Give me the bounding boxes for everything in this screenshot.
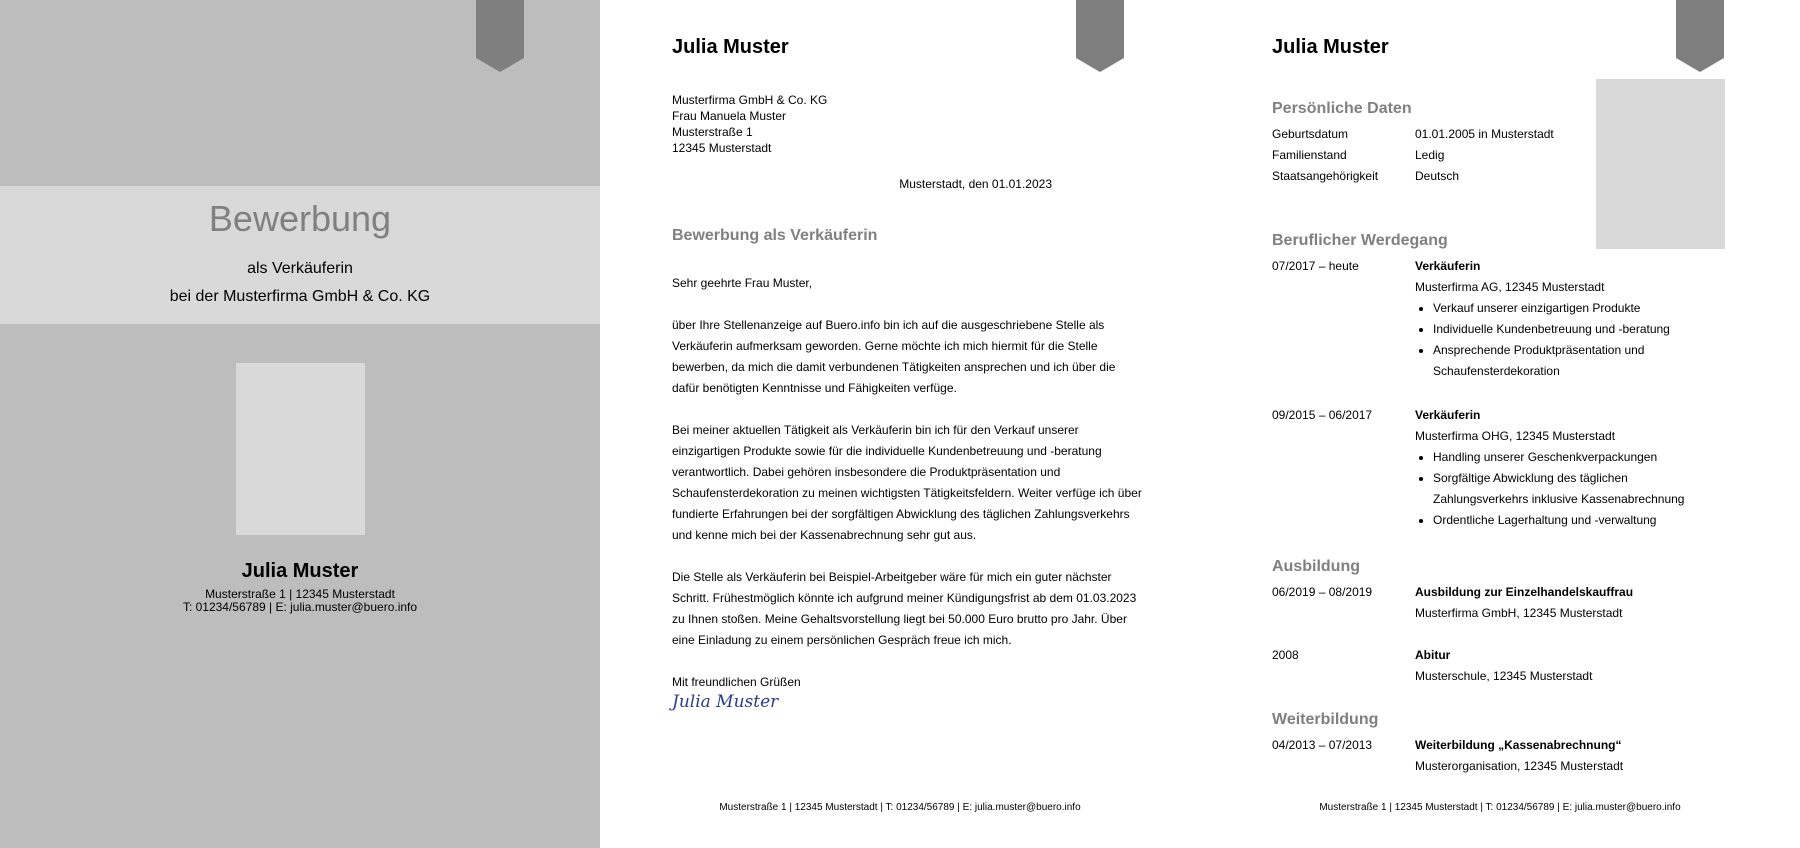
cover-letter-page: [600, 0, 1200, 848]
cover-title: Bewerbung: [208, 198, 392, 239]
entry-org: Musterfirma AG, 12345 Musterstadt: [1415, 280, 1605, 294]
recipient-line: Musterstraße 1: [672, 125, 753, 139]
row-value: Deutsch: [1415, 169, 1460, 183]
letter-body: [672, 273, 1142, 693]
section-heading-education: Ausbildung: [1272, 558, 1360, 575]
handwritten-signature: Julia Muster: [672, 692, 779, 712]
letter-subject: Bewerbung als Verkäuferin: [672, 227, 878, 244]
recipient-line: Musterfirma GmbH & Co. KG: [672, 93, 828, 107]
letter-date: Musterstadt, den 01.01.2023: [899, 177, 1052, 191]
row-label: Familienstand: [1272, 148, 1347, 162]
entry-org: Musterorganisation, 12345 Musterstadt: [1415, 759, 1624, 773]
entry-title: Verkäuferin: [1415, 259, 1481, 273]
entry-org: Musterfirma GmbH, 12345 Musterstadt: [1415, 606, 1623, 620]
cv-name: Julia Muster: [1272, 36, 1389, 58]
bullet-item: • Handling unserer Geschenkverpackungen: [1433, 447, 1715, 468]
entry-period: 09/2015 – 06/2017: [1272, 408, 1373, 422]
row-label: Staatsangehörigkeit: [1272, 169, 1379, 183]
entry-bullets: [1415, 447, 1715, 531]
cover-contact: T: 01234/56789 | E: julia.muster@buero.info: [182, 600, 418, 614]
entry-details: [1415, 256, 1715, 382]
section-heading-training: Weiterbildung: [1272, 711, 1379, 728]
bullet-item: • Sorgfältige Abwicklung des täglichen Zahlungsverkehrs inklusive Kassenabrechnung: [1433, 468, 1715, 510]
section-heading-personal: Persönliche Daten: [1272, 100, 1412, 117]
recipient-line: Frau Manuela Muster: [672, 109, 787, 123]
entry-org: Musterschule, 12345 Musterstadt: [1415, 669, 1593, 683]
letter-closing: Mit freundlichen Grüßen: [672, 675, 801, 689]
entry-period: 04/2013 – 07/2013: [1272, 738, 1373, 752]
row-label: Geburtsdatum: [1272, 127, 1349, 141]
bullet-item: • Verkauf unserer einzigartigen Produkte: [1433, 298, 1715, 319]
recipient-line: 12345 Musterstadt: [672, 141, 772, 155]
bookmark-ribbon-icon: [1676, 0, 1724, 72]
cv-footer: Musterstraße 1 | 12345 Musterstadt | T: 01234/56789 | E: julia.muster@buero.info: [1319, 802, 1681, 813]
letter-sender-name: Julia Muster: [672, 36, 789, 58]
entry-org: Musterfirma OHG, 12345 Musterstadt: [1415, 429, 1616, 443]
cover-address: Musterstraße 1 | 12345 Musterstadt: [205, 587, 395, 601]
entry-details: [1415, 645, 1715, 687]
entry-period: 2008: [1272, 648, 1299, 662]
applicant-photo-placeholder: [236, 363, 365, 535]
entry-title: Weiterbildung „Kassenabrechnung“: [1415, 738, 1622, 752]
entry-bullets: [1415, 298, 1715, 382]
cover-page: [0, 0, 600, 848]
section-heading-career: Beruflicher Werdegang: [1272, 232, 1448, 249]
bullet-item: • Individuelle Kundenbetreuung und -beratung: [1433, 319, 1715, 340]
letter-paragraph: Die Stelle als Verkäuferin bei Beispiel-Arbeitgeber wäre für mich ein guter nächster Schritt. Frühestmöglich könnte ich aufgrund meiner Kündigungsfrist ab dem 01.03.2023 zu Ihnen stoßen. Meine Gehaltsvorstellung liegt bei 50.000 Euro brutto pro Jahr. Über eine Einladung zu einem persönlichen Gespräch freue ich mich.: [672, 570, 1137, 647]
entry-period: 06/2019 – 08/2019: [1272, 585, 1373, 599]
bookmark-ribbon-icon: [476, 0, 524, 72]
bullet-item: • Ansprechende Produktpräsentation und Schaufensterdekoration: [1433, 340, 1715, 382]
cover-applicant-name: Julia Muster: [241, 560, 359, 582]
recipient-address: [672, 92, 827, 156]
cover-title-band: [0, 186, 600, 324]
bullet-item: • Ordentliche Lagerhaltung und -verwaltung: [1433, 510, 1715, 531]
entry-title: Ausbildung zur Einzelhandelskauffrau: [1415, 585, 1634, 599]
entry-details: [1415, 405, 1715, 531]
bookmark-ribbon-icon: [1076, 0, 1124, 72]
entry-title: Abitur: [1415, 648, 1451, 662]
letter-paragraph: Bei meiner aktuellen Tätigkeit als Verkäuferin bin ich für den Verkauf unserer einzigartigen Produkte sowie für die individuelle Kundenbetreuung und -beratung verantwortlich. Dabei gehören insbesondere die Produktpräsentation und Schaufensterdekoration zu meinen wichtigsten Tätigkeitsfeldern. Weiter verfüge ich über fundierte Erfahrungen bei der sorgfältigen Abwicklung des täglichen Zahlungsverkehrs und kenne mich bei der Kassenabrechnung sehr gut aus.: [672, 423, 1142, 542]
row-value: Ledig: [1415, 148, 1445, 162]
entry-details: [1415, 735, 1715, 777]
entry-period: 07/2017 – heute: [1272, 259, 1359, 273]
cover-company: bei der Musterfirma GmbH & Co. KG: [169, 288, 431, 305]
cv-page: [1200, 0, 1800, 848]
entry-title: Verkäuferin: [1415, 408, 1481, 422]
letter-salutation: Sehr geehrte Frau Muster,: [672, 276, 813, 290]
letter-footer: Musterstraße 1 | 12345 Musterstadt | T: 01234/56789 | E: julia.muster@buero.info: [719, 802, 1081, 813]
cover-position: als Verkäuferin: [247, 260, 353, 277]
letter-paragraph: über Ihre Stellenanzeige auf Buero.info bin ich auf die ausgeschriebene Stelle als Verkäuferin aufmerksam geworden. Gerne möchte ich mich hiermit für die Stelle bewerben, da mich die damit verbundenen Tätigkeiten ansprechen und ich über die dafür benötigten Kenntnisse und Fähigkeiten verfüge.: [672, 318, 1116, 395]
row-value: 01.01.2005 in Musterstadt: [1415, 127, 1554, 141]
entry-details: [1415, 582, 1715, 624]
